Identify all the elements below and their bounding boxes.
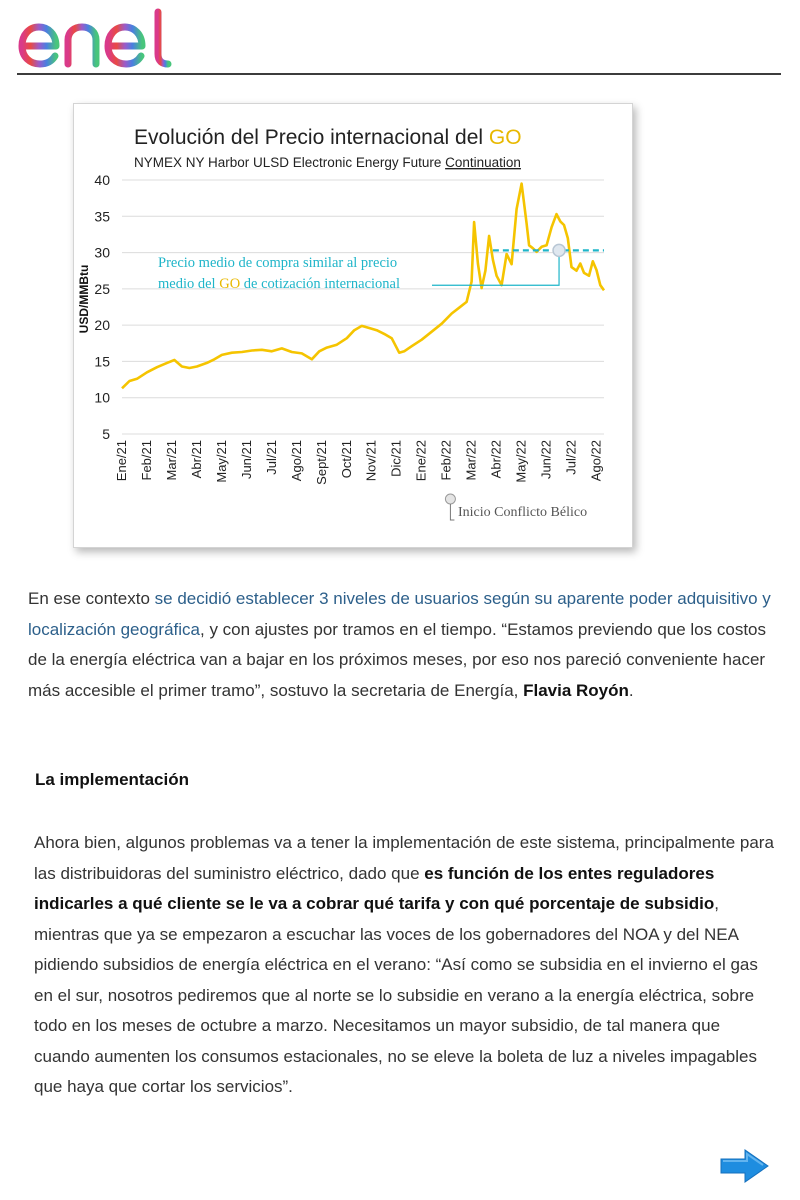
x-tick-label: Sept/21 [313, 440, 329, 485]
x-tick-label: Jun/22 [538, 440, 554, 480]
y-tick-label: 5 [102, 426, 110, 442]
y-tick-label: 30 [94, 244, 110, 261]
x-tick-label: Mar/21 [163, 440, 179, 481]
header-divider [17, 73, 781, 75]
x-tick-label: Feb/22 [438, 440, 454, 481]
x-tick-label: Abr/22 [488, 440, 504, 479]
y-tick-label: 15 [94, 353, 110, 370]
x-tick-label: Oct/21 [338, 440, 354, 479]
x-tick-label: Nov/21 [363, 440, 379, 482]
x-tick-label: Abr/21 [188, 440, 204, 479]
x-tick-label: Feb/21 [138, 440, 154, 481]
annotation-line-1: Precio medio de compra similar al precio [158, 255, 398, 271]
y-axis-label: USD/MMBtu [77, 264, 91, 334]
x-tick-label: Ene/22 [413, 440, 429, 482]
x-tick-label: May/22 [513, 440, 529, 483]
x-tick-label: Jun/21 [238, 440, 254, 480]
x-tick-label: Mar/22 [463, 440, 479, 481]
enel-logo[interactable] [18, 6, 188, 68]
section-heading: La implementación [35, 770, 189, 789]
y-tick-label: 10 [94, 389, 110, 406]
y-tick-label: 40 [94, 172, 110, 188]
price-chart-figure [73, 103, 633, 548]
article-link-niveles[interactable]: se decidió establecer 3 niveles de usuarios según su aparente poder adquisitivo y localización geográfica [28, 589, 771, 639]
x-tick-label: Ago/22 [588, 440, 604, 482]
event-marker [445, 494, 455, 504]
next-page-button[interactable] [718, 1148, 770, 1184]
arrow-right-icon [721, 1150, 768, 1182]
x-tick-label: Ago/21 [288, 440, 304, 482]
chart-title: Evolución del Precio internacional del GO [134, 126, 522, 149]
chart-grid [122, 180, 604, 434]
y-tick-label: 35 [94, 208, 110, 225]
chart-subtitle: NYMEX NY Harbor ULSD Electronic Energy Future Continuation [134, 155, 521, 170]
y-tick-label: 25 [94, 280, 110, 297]
y-axis-ticks [94, 172, 110, 442]
article-paragraph-2: Ahora bien, algunos problemas va a tener la implementación de este sistema, principalmente para las distribuidoras del suministro eléctrico, dado que es función de los entes reguladores indicarles a qué cliente se le va a cobrar qué tarifa y con qué porcentaje de subsidio, mientras que ya se empezaron a escuchar las voces de los gobernadores del NOA y del NEA pidiendo subsidios de energía eléctrica en el verano: “Así como se subsidia en el invierno el gas en el sur, nosotros pediremos que al norte se lo subsidie en verano a la energía eléctrica, sobre todo en los meses de octubre a marzo. Necesitamos un mayor subsidio, de tal manera que cuando aumenten los consumos estacionales, no se eleve la boleta de luz a niveles impagables que haya que cortar los servicios”. [34, 833, 774, 1096]
price-chart [74, 104, 632, 547]
event-connector [450, 504, 454, 520]
event-label: Inicio Conflicto Bélico [458, 505, 588, 520]
y-tick-label: 20 [94, 317, 110, 334]
x-tick-label: Ene/21 [114, 440, 129, 482]
x-tick-label: Jul/21 [263, 440, 279, 475]
x-tick-label: Jul/22 [563, 440, 579, 475]
annotation-line-2: medio del GO de cotización internacional [158, 276, 400, 292]
person-name: Flavia Royón [523, 680, 629, 700]
average-marker [553, 244, 565, 256]
x-tick-label: Dic/21 [388, 440, 404, 477]
x-tick-label: May/21 [213, 440, 229, 483]
article-paragraph-1: En ese contexto se decidió establecer 3 niveles de usuarios según su aparente poder adquisitivo y localización geográfica, y con ajustes por tramos en el tiempo. “Estamos previendo que los costos de la energía eléctrica van a bajar en los próximos meses, por eso nos pareció conveniente hacer más accesible el primer tramo”, sostuvo la secretaria de Energía, Flavia Royón. [28, 589, 771, 700]
x-axis-ticks [114, 440, 604, 485]
